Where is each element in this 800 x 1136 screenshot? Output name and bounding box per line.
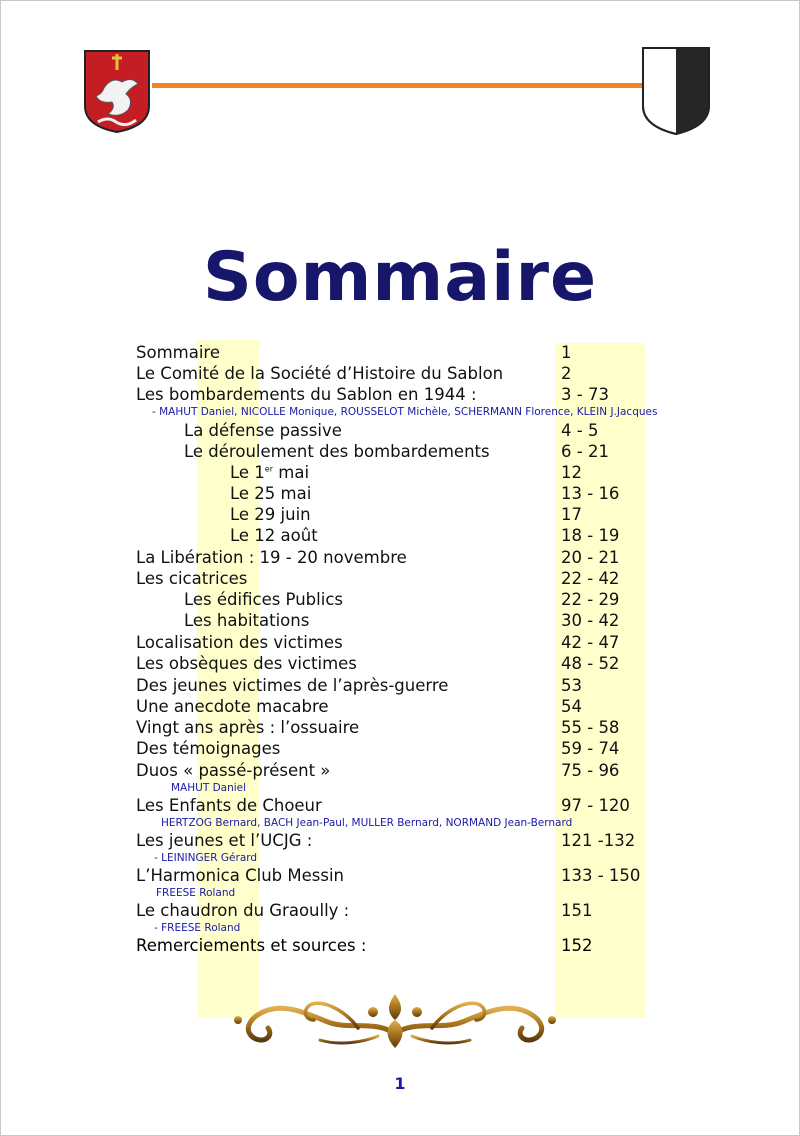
toc-entry-pages: 22 - 29: [561, 590, 620, 609]
toc-entry-title: Le 12 août: [230, 526, 318, 545]
toc-entry-pages: 133 - 150: [561, 866, 641, 885]
toc-entry-title: Le Comité de la Société d’Histoire du Sablon: [136, 364, 504, 383]
toc-entry-authors: - FREESE Roland: [154, 922, 241, 934]
toc-entry-title: Duos « passé-présent »: [136, 761, 331, 780]
toc-entry-authors: HERTZOG Bernard, BACH Jean-Paul, MULLER Bernard, NORMAND Jean-Bernard: [161, 817, 573, 829]
toc-entry-pages: 121 -132: [561, 831, 636, 850]
toc-entry-title: Le 25 mai: [230, 484, 312, 503]
toc-entry-title: Les obsèques des victimes: [136, 654, 357, 673]
toc-entry-pages: 12: [561, 463, 582, 482]
toc-entry-pages: 17: [561, 505, 582, 524]
toc-entry-title: Le déroulement des bombardements: [184, 442, 490, 461]
toc-entry-title: La défense passive: [184, 421, 342, 440]
toc-entry-pages: 152: [561, 936, 593, 955]
toc-entry-pages: 48 - 52: [561, 654, 620, 673]
toc-entry-title: Les cicatrices: [136, 569, 248, 588]
toc-entry-title: Remerciements et sources :: [136, 936, 367, 955]
toc-entry-pages: 75 - 96: [561, 761, 620, 780]
toc-entry-pages: 53: [561, 676, 582, 695]
page-number: 1: [394, 1074, 406, 1093]
toc-entry-pages: 30 - 42: [561, 611, 620, 630]
toc-entry-authors: MAHUT Daniel: [171, 782, 247, 794]
ornament-flourish-icon: [228, 990, 562, 1052]
toc-entry-pages: 18 - 19: [561, 526, 620, 545]
toc-entry-title: La Libération : 19 - 20 novembre: [136, 548, 407, 567]
toc-entry-pages: 20 - 21: [561, 548, 620, 567]
toc-entry-title: Sommaire: [136, 343, 220, 362]
toc-entry-pages: 97 - 120: [561, 796, 630, 815]
toc-entry-title: Des témoignages: [136, 739, 281, 758]
toc-entry-pages: 151: [561, 901, 593, 920]
toc-entry-pages: 13 - 16: [561, 484, 620, 503]
toc-entry-pages: 3 - 73: [561, 385, 609, 404]
toc-entry-authors: FREESE Roland: [156, 887, 236, 899]
toc-entry-title: Les habitations: [184, 611, 310, 630]
toc-entry-pages: 4 - 5: [561, 421, 599, 440]
toc-entry-title: Localisation des victimes: [136, 633, 343, 652]
toc-entry-title: Le 29 juin: [230, 505, 311, 524]
toc-entry-title: Les jeunes et l’UCJG :: [136, 831, 313, 850]
toc-entry-pages: 2: [561, 364, 572, 383]
toc-entry-authors: - MAHUT Daniel, NICOLLE Monique, ROUSSELOT Michèle, SCHERMANN Florence, KLEIN J.Jacques: [152, 406, 658, 418]
toc-entry-authors: - LEININGER Gérard: [154, 852, 258, 864]
toc-entry-title: Des jeunes victimes de l’après-guerre: [136, 676, 449, 695]
toc-entry-pages: 54: [561, 697, 582, 716]
toc-entry-pages: 1: [561, 343, 572, 362]
toc-entry-pages: 42 - 47: [561, 633, 620, 652]
toc-entry-pages: 6 - 21: [561, 442, 609, 461]
toc-entry-pages: 59 - 74: [561, 739, 620, 758]
toc-entry-title: Vingt ans après : l’ossuaire: [136, 718, 360, 737]
toc-entry-title: L’Harmonica Club Messin: [136, 866, 344, 885]
page-title: Sommaire: [202, 238, 598, 317]
toc-entry-title: Les Enfants de Choeur: [136, 796, 322, 815]
toc-entry-pages: 55 - 58: [561, 718, 620, 737]
toc-entry-title: Les édifices Publics: [184, 590, 343, 609]
toc-entry-title: Une anecdote macabre: [136, 697, 329, 716]
toc-entry-title: Les bombardements du Sablon en 1944 :: [136, 385, 477, 404]
toc-entry-title: Le chaudron du Graoully :: [136, 901, 350, 920]
toc-entry-title: Le 1er mai: [230, 463, 310, 482]
toc-entry-pages: 22 - 42: [561, 569, 620, 588]
